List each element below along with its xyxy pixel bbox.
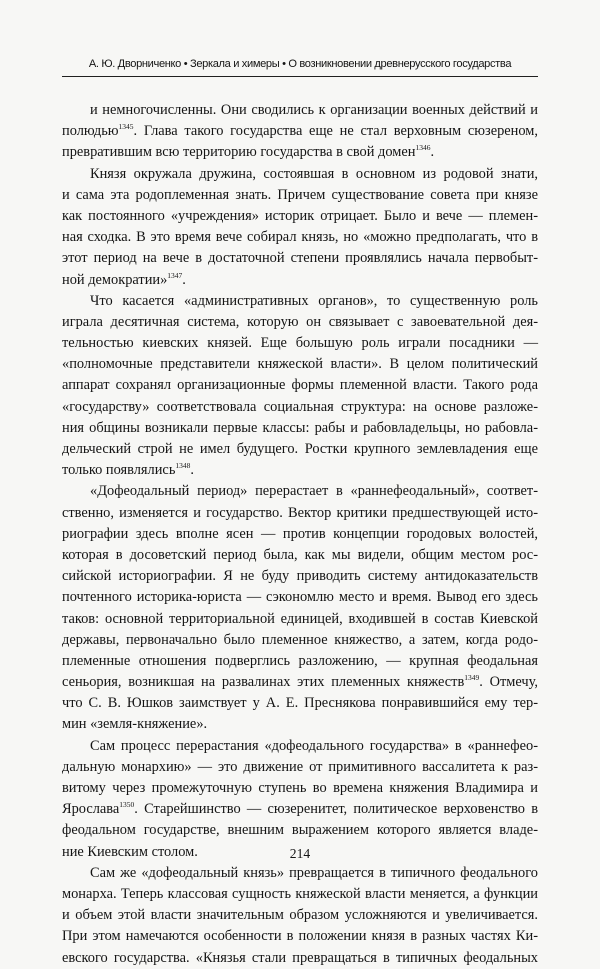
text-line xyxy=(62,884,538,905)
text-line xyxy=(62,375,538,396)
text-run: феодальном государстве, внешним выражением которого является владе- xyxy=(62,822,538,839)
text-run: как постоянного «учреждения» историк отрицает. Было и вече — племен- xyxy=(62,207,538,224)
running-header: А. Ю. Дворниченко • Зеркала и химеры • О возникновении древнерусского государства xyxy=(88,58,512,70)
paragraph xyxy=(62,291,538,482)
text-run: . xyxy=(182,271,186,288)
text-line xyxy=(62,121,538,142)
text-run: «полномочные представители княжеской власти». В целом политический xyxy=(62,356,538,373)
text-line xyxy=(62,227,538,248)
footnote-marker: 1349 xyxy=(464,673,480,683)
text-run: евского государства. «Князья стали превращаться в типичных феодальных xyxy=(62,949,538,966)
text-run: и сама эта родоплеменная знать. Причем существование совета при князе xyxy=(62,186,538,203)
text-line xyxy=(62,270,538,291)
text-run: мин «земля-княжение». xyxy=(62,716,208,733)
footnote-marker: 1350 xyxy=(119,800,135,810)
footnote-marker: 1345 xyxy=(118,122,134,132)
text-run: полюдью xyxy=(62,123,119,140)
paragraph xyxy=(62,100,538,164)
text-run: ной демократии» xyxy=(62,271,168,288)
body-text xyxy=(62,100,538,969)
text-line xyxy=(62,185,538,206)
text-line xyxy=(62,503,538,524)
footnote-marker: 1348 xyxy=(175,461,191,471)
text-run: и немногочисленны. Они сводились к организации военных действий и xyxy=(90,102,538,118)
text-run: . xyxy=(430,144,435,161)
text-run: что С. В. Юшков заимствует у А. Е. Преснякова понравившийся ему тер- xyxy=(62,695,538,712)
text-run: сеньория, возникшая на развалинах этих племенных княжеств xyxy=(62,674,465,691)
text-run: монарха. Теперь классовая сущность княжеской власти меняется, а функции xyxy=(62,885,538,902)
footnote-marker: 1347 xyxy=(167,270,183,280)
text-line xyxy=(62,926,538,947)
text-run: ния общины возникали первые классы: рабы и рабовладельцы, но рабовла- xyxy=(62,419,538,436)
text-line xyxy=(62,651,538,672)
text-run: дальную монархию» — это движение от примитивного вассалитета к раз- xyxy=(62,758,538,775)
text-line xyxy=(62,418,538,439)
header-rule xyxy=(62,76,538,77)
text-run: только появлялись xyxy=(62,462,176,479)
text-run: Сам же «дофеодальный князь» превращается в типичного феодального xyxy=(90,864,538,881)
text-run: Князя окружала дружина, состоявшая в основном из родовой знати, xyxy=(90,165,538,182)
text-line xyxy=(62,736,538,757)
text-line xyxy=(62,778,538,799)
text-run: риографии здесь вполне ясен — против концепции городовых волостей, xyxy=(62,525,538,542)
text-run: аппарат сохранял организационные формы племенной власти. Такого рода xyxy=(62,377,538,394)
text-line xyxy=(62,609,538,630)
text-run: которая в досоветский период была, как мы видели, общим местом рос- xyxy=(62,546,538,563)
text-run: этот период на вече в достаточной степени проявлялись начала первобыт- xyxy=(62,250,538,267)
text-line xyxy=(62,630,538,651)
text-run: дельческий строй не имел будущего. Ростки крупного землевладения еще xyxy=(62,441,538,457)
text-line xyxy=(62,248,538,269)
text-run: играла десятичная система, которую он связывает с завоевательной дея- xyxy=(62,313,538,330)
text-line xyxy=(62,587,538,608)
text-line xyxy=(62,693,538,714)
text-line xyxy=(62,566,538,587)
paragraph xyxy=(62,164,538,291)
text-line xyxy=(62,820,538,841)
text-run: ние Киевским столом. xyxy=(62,843,198,860)
text-run: . Отмечу, xyxy=(479,674,538,691)
text-run: Что касается «административных органов», то существенную роль xyxy=(90,292,538,309)
text-run: и объем этой власти значительным образом усложняются и увеличивается. xyxy=(62,907,538,924)
text-line xyxy=(62,481,538,502)
text-run: . xyxy=(190,462,194,479)
text-line xyxy=(62,905,538,926)
text-line xyxy=(62,206,538,227)
text-line xyxy=(62,799,538,820)
footnote-marker: 1346 xyxy=(415,143,431,153)
text-line xyxy=(62,439,538,460)
text-line xyxy=(62,545,538,566)
page-number: 214 xyxy=(289,846,311,861)
text-run: таков: основной территориальной единицей, входившей в состав Киевской xyxy=(62,610,538,627)
text-line xyxy=(62,460,538,481)
text-run: «государству» соответствовала социальная структура: на основе разложе- xyxy=(62,398,538,415)
text-run: племенные отношения подверглись разложению, — крупная феодальная xyxy=(62,652,538,669)
text-line xyxy=(62,524,538,545)
text-run: витому через промежуточную ступень во времена княжения Владимира и xyxy=(62,780,538,796)
text-line xyxy=(62,100,538,121)
text-line xyxy=(62,757,538,778)
text-run: Ярослава xyxy=(62,801,120,818)
text-run: . Глава такого государства еще не стал верховным сюзереном, xyxy=(133,123,538,140)
paragraph xyxy=(62,863,538,969)
text-line xyxy=(62,354,538,375)
paragraph xyxy=(62,736,538,863)
text-run: державы, первоначально было племенное княжество, а затем, когда родо- xyxy=(62,631,538,648)
text-line xyxy=(62,397,538,418)
text-line xyxy=(62,142,538,163)
paragraph xyxy=(62,481,538,735)
text-line xyxy=(62,291,538,312)
text-run: превратившим всю территорию государства в свой домен xyxy=(62,144,416,161)
text-run: ная сходка. В это время вече собирал князь, но «можно предполагать, что в xyxy=(62,229,538,246)
text-run: . Старейшинство — сюзеренитет, политическое верховенство в xyxy=(134,801,538,818)
text-line xyxy=(62,333,538,354)
text-line xyxy=(62,164,538,185)
text-run: тельностью киевских князей. Еще большую роль играли посадники — xyxy=(62,335,538,352)
text-line xyxy=(62,948,538,969)
text-line xyxy=(62,863,538,884)
text-run: почтенного историка-юриста — сэкономлю место и время. Вывод его здесь xyxy=(62,589,538,606)
text-line xyxy=(62,312,538,333)
text-line xyxy=(62,672,538,693)
text-line xyxy=(62,714,538,735)
text-run: «Дофеодальный период» перерастает в «раннефеодальный», соответ- xyxy=(90,483,538,500)
text-run: сийской историографии. Я не буду приводить систему антидоказательств xyxy=(62,568,538,585)
text-run: Сам процесс перерастания «дофеодального государства» в «раннефео- xyxy=(90,737,538,754)
text-run: При этом намечаются особенности в положении князя в разных частях Ки- xyxy=(62,928,538,945)
text-run: ственно, изменяется и государство. Вектор критики предшествующей исто- xyxy=(62,504,538,521)
